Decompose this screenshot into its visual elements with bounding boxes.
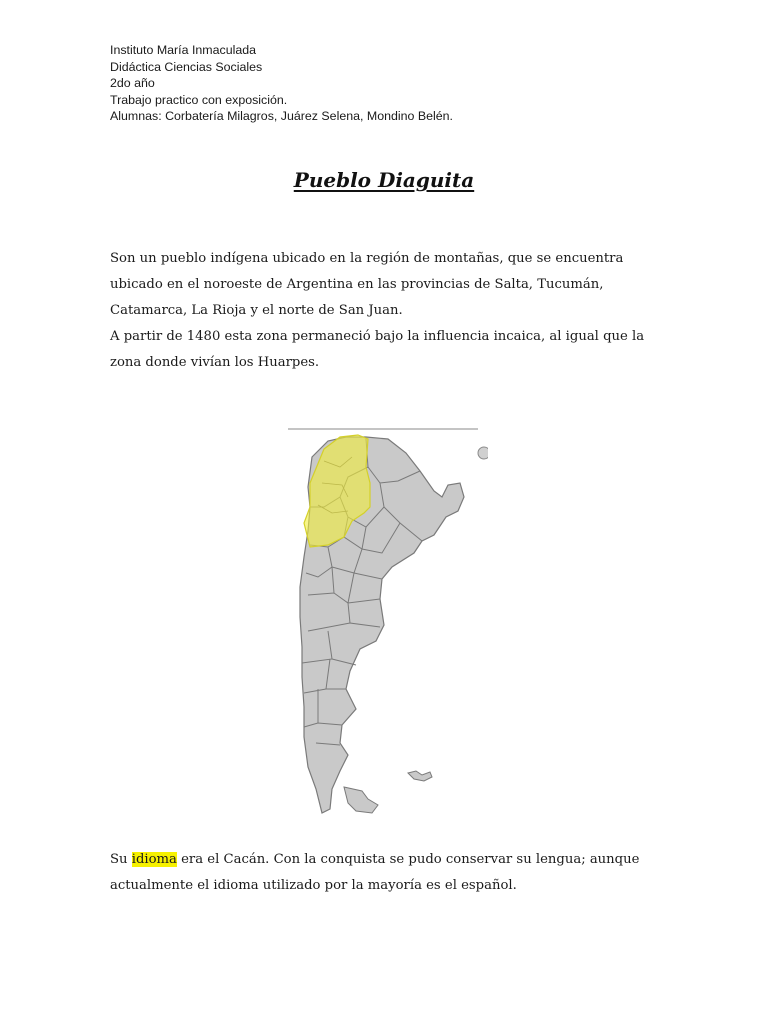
paragraph-line <box>110 847 650 873</box>
paragraph-line: actualmente el idioma utilizado por la mayoría es el español. <box>110 877 517 893</box>
argentina-map-image <box>288 427 488 819</box>
language-prefix: Su <box>110 852 132 867</box>
document-header <box>110 42 453 125</box>
paragraph-line: zona donde vivían los Huarpes. <box>110 354 320 370</box>
tierra-del-fuego <box>344 787 378 813</box>
header-line-assignment: Trabajo practico con exposición. <box>110 92 288 107</box>
header-line-year: 2do año <box>110 76 155 90</box>
header-line-institution: Instituto María Inmaculada <box>110 43 257 57</box>
paragraph-line: Son un pueblo indígena ubicado en la región de montañas, que se encuentra <box>110 251 624 266</box>
paragraph-line: Catamarca, La Rioja y el norte de San Juan. <box>110 302 403 318</box>
page-title <box>0 168 768 192</box>
malvinas-islands <box>408 771 432 781</box>
highlighted-word: idioma <box>131 852 177 867</box>
paragraph-line: ubicado en el noroeste de Argentina en las provincias de Salta, Tucumán, <box>110 276 604 292</box>
page-title-text: Pueblo Diaguita <box>293 168 475 192</box>
language-suffix: era el Cacán. Con la conquista se pudo conservar su lengua; aunque <box>176 852 640 867</box>
header-line-students: Alumnas: Corbatería Milagros, Juárez Selena, Mondino Belén. <box>110 109 453 123</box>
header-line-subject: Didáctica Ciencias Sociales <box>110 59 263 74</box>
paragraph-intro <box>110 246 650 376</box>
paragraph-language <box>110 847 650 899</box>
paragraph-line: A partir de 1480 esta zona permaneció bajo la influencia incaica, al igual que la <box>110 328 645 344</box>
